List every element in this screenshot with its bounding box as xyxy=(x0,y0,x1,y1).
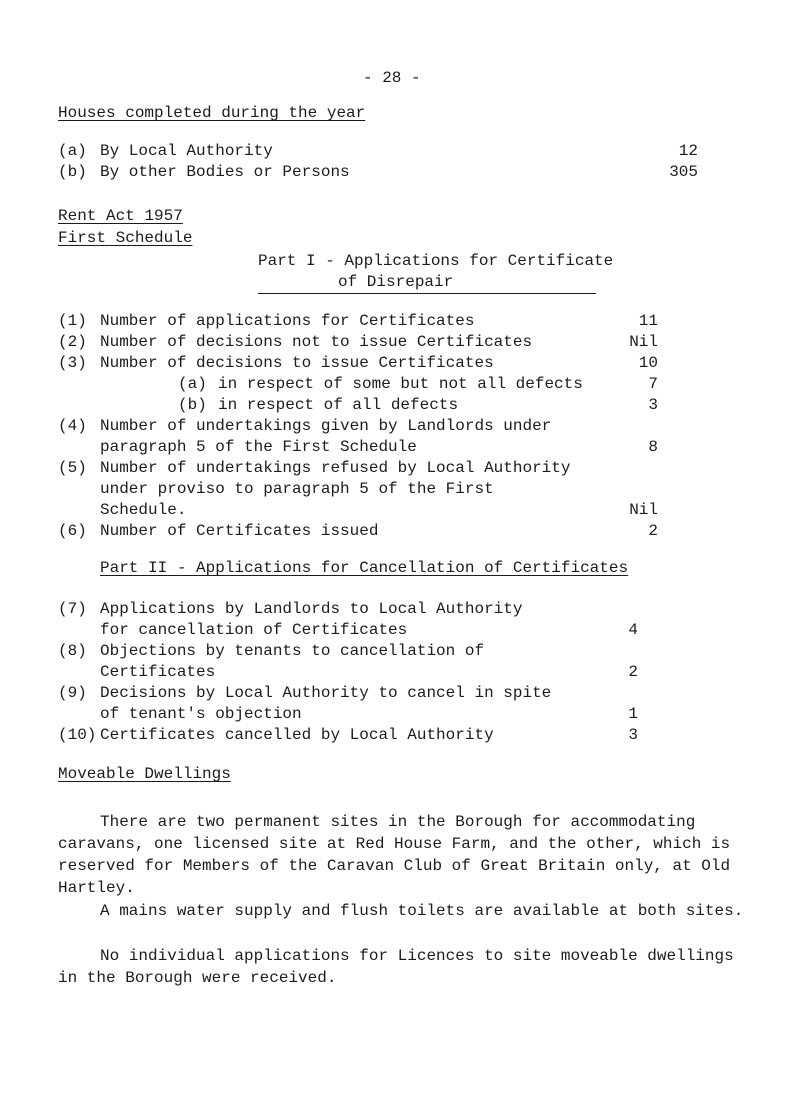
subitem-text: in respect of some but not all defects xyxy=(218,375,583,393)
houses-row-label: (b) xyxy=(58,163,87,181)
part1-title-line2: of Disrepair xyxy=(338,273,454,291)
item-value: 8 xyxy=(648,438,658,456)
item-text: Number of undertakings given by Landlords under xyxy=(100,417,552,435)
item-label: (10) xyxy=(58,726,97,744)
item-label: (1) xyxy=(58,312,87,330)
part2-title: Part II - Applications for Cancellation of Certificates xyxy=(100,559,629,577)
houses-row-label: (a) xyxy=(58,142,87,160)
item-label: (6) xyxy=(58,522,87,540)
item-value: 2 xyxy=(628,663,638,681)
item-text: Number of decisions to issue Certificates xyxy=(100,354,494,372)
item-label: (3) xyxy=(58,354,87,372)
rent-act-heading: Rent Act 1957 xyxy=(58,207,183,225)
part1-title-line1: Part I - Applications for Certificate xyxy=(258,252,614,270)
item-value: 3 xyxy=(628,726,638,744)
moveable-paragraph-2: A mains water supply and flush toilets are available at both sites. xyxy=(100,902,744,920)
page-number: - 28 - xyxy=(363,69,421,87)
item-value: 3 xyxy=(648,396,658,414)
item-label: (7) xyxy=(58,600,87,618)
houses-row-text: By other Bodies or Persons xyxy=(100,163,350,181)
item-text: Number of undertakings refused by Local Authority xyxy=(100,459,571,477)
item-value: 2 xyxy=(648,522,658,540)
item-text: Objections by tenants to cancellation of xyxy=(100,642,485,660)
houses-row-text: By Local Authority xyxy=(100,142,273,160)
item-value: Nil xyxy=(629,501,658,519)
item-text: for cancellation of Certificates xyxy=(100,621,408,639)
item-value: 7 xyxy=(648,375,658,393)
item-text: Certificates xyxy=(100,663,216,681)
subitem-label: (b) xyxy=(178,396,207,414)
moveable-paragraph-3: No individual applications for Licences to site moveable dwellings in the Borough were received. xyxy=(58,947,734,987)
item-text: paragraph 5 of the First Schedule xyxy=(100,438,417,456)
moveable-heading: Moveable Dwellings xyxy=(58,765,231,783)
houses-row-value: 12 xyxy=(678,142,698,160)
subitem-text: in respect of all defects xyxy=(218,396,459,414)
houses-heading: Houses completed during the year xyxy=(58,104,366,122)
item-value: Nil xyxy=(629,333,658,351)
houses-row-value: 305 xyxy=(669,163,698,181)
item-value: 11 xyxy=(638,312,658,330)
subitem-label: (a) xyxy=(178,375,207,393)
part1-title-underline xyxy=(258,293,596,294)
item-label: (5) xyxy=(58,459,87,477)
item-value: 1 xyxy=(628,705,638,723)
item-value: 10 xyxy=(638,354,658,372)
item-label: (2) xyxy=(58,333,87,351)
item-text: Certificates cancelled by Local Authority xyxy=(100,726,494,744)
item-label: (4) xyxy=(58,417,87,435)
item-label: (9) xyxy=(58,684,87,702)
item-value: 4 xyxy=(628,621,638,639)
item-text: Applications by Landlords to Local Authority xyxy=(100,600,523,618)
item-text: Number of applications for Certificates xyxy=(100,312,475,330)
item-text: under proviso to paragraph 5 of the First xyxy=(100,480,494,498)
item-text: Number of decisions not to issue Certificates xyxy=(100,333,533,351)
item-label: (8) xyxy=(58,642,87,660)
item-text: Decisions by Local Authority to cancel in spite xyxy=(100,684,552,702)
item-text: Schedule. xyxy=(100,501,187,519)
item-text: of tenant's objection xyxy=(100,705,302,723)
moveable-paragraph-1: There are two permanent sites in the Borough for accommodating caravans, one licensed site at Red House Farm, and the other, which is reserved for Members of the Caravan Club of Great Britain only, at Old Hartley. xyxy=(58,813,731,897)
item-text: Number of Certificates issued xyxy=(100,522,379,540)
first-schedule-heading: First Schedule xyxy=(58,229,193,247)
